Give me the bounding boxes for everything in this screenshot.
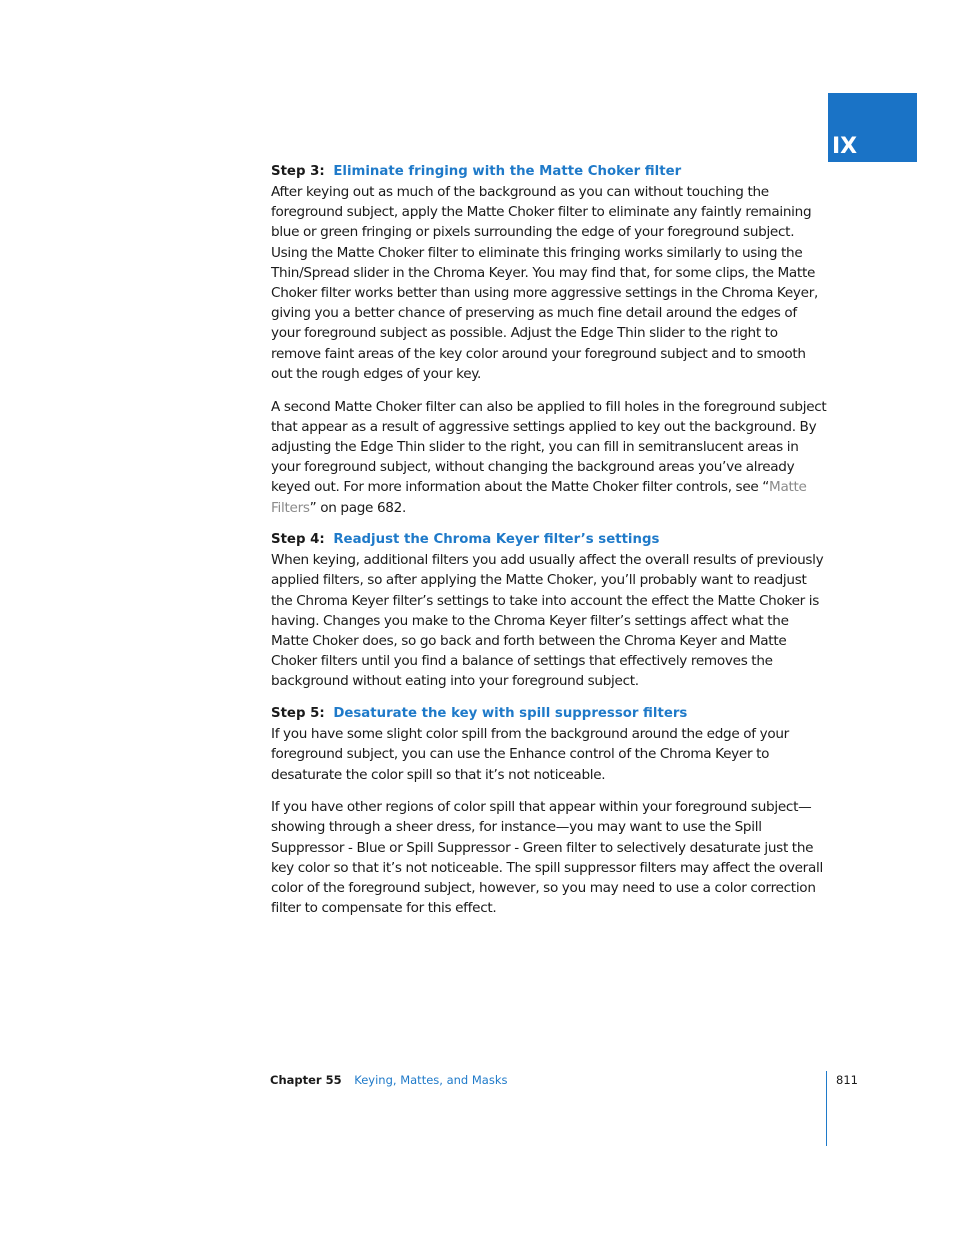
step-3-heading [271, 162, 827, 182]
page-content [271, 162, 827, 919]
step-3-paragraph-1: After keying out as much of the background as you can without touching the foreground subject, apply the Matte Choker filter to eliminate any faintly remaining blue or green fringing or pixels surrounding the edge of your foreground subject. Using the Matte Choker filter to eliminate this fringing works similarly to using the Thin/Spread slider in the Chroma Keyer. You may find that, for some clips, the Matte Choker filter works better than using more aggressive settings in the Chroma Keyer, giving you a better chance of preserving as much fine detail around the edges of your foreground subject as possible. Adjust the Edge Thin slider to the right to remove faint areas of the key color around your foreground subject and to smooth out the rough edges of your key. [271, 184, 819, 382]
step-4-paragraph-1: When keying, additional filters you add usually affect the overall results of previously applied filters, so after applying the Matte Choker, you’ll probably want to readjust the Chroma Keyer filter’s settings to take into account the effect the Matte Choker is having. Changes you make to the Chroma Keyer filter’s settings affect what the Matte Choker does, so go back and forth between the Chroma Keyer and Matte Choker filters until you find a balance of settings that effectively removes the background without eating into your foreground subject. [271, 552, 824, 690]
part-tab [828, 93, 917, 162]
step-4-heading [271, 530, 827, 550]
footer-chapter-title: Keying, Mattes, and Masks [354, 1073, 508, 1087]
step-4-title: Readjust the Chroma Keyer filter’s settings [333, 532, 660, 548]
step-5-title: Desaturate the key with spill suppressor filters [333, 706, 688, 722]
matte-filters-link[interactable]: Matte Filters [271, 479, 807, 516]
step-5-heading [271, 704, 827, 724]
step-3-paragraph-2-text: A second Matte Choker filter can also be applied to fill holes in the foreground subject that appear as a result of aggressive settings applied to key out the background. By adjusting the Edge Thin slider to the right, you can fill in semitranslucent areas in your foreground subject, without changing the background areas you’ve already keyed out. For more information about the Matte Choker filter controls, see “ [271, 398, 827, 496]
step-4-label: Step 4: [271, 532, 325, 548]
footer-divider [826, 1071, 827, 1146]
page-number: 811 [836, 1073, 858, 1087]
step-5-label: Step 5: [271, 706, 325, 722]
step-3-paragraph-2-tail: ” on page 682. [309, 499, 407, 516]
footer-chapter-label: Chapter 55 [270, 1073, 342, 1087]
step-3-paragraph-2 [271, 397, 827, 518]
page-footer [270, 1072, 507, 1088]
step-3-label: Step 3: [271, 164, 325, 179]
step-5-paragraph-1: If you have some slight color spill from the background around the edge of your foreground subject, you can use the Enhance control of the Chroma Keyer to desaturate the color spill so that it’s not noticeable. [271, 726, 789, 783]
step-5-paragraph-2: If you have other regions of color spill that appear within your foreground subject—showing through a sheer dress, for instance—you may want to use the Spill Suppressor - Blue or Spill Suppressor - Green filter to selectively desaturate just the key color so that it’s not noticeable. The spill suppressor filters may affect the overall color of the foreground subject, however, so you may need to use a color correction filter to compensate for this effect. [271, 799, 823, 917]
part-numeral: IX [832, 134, 858, 159]
step-3-title: Eliminate fringing with the Matte Choker filter [333, 164, 682, 179]
